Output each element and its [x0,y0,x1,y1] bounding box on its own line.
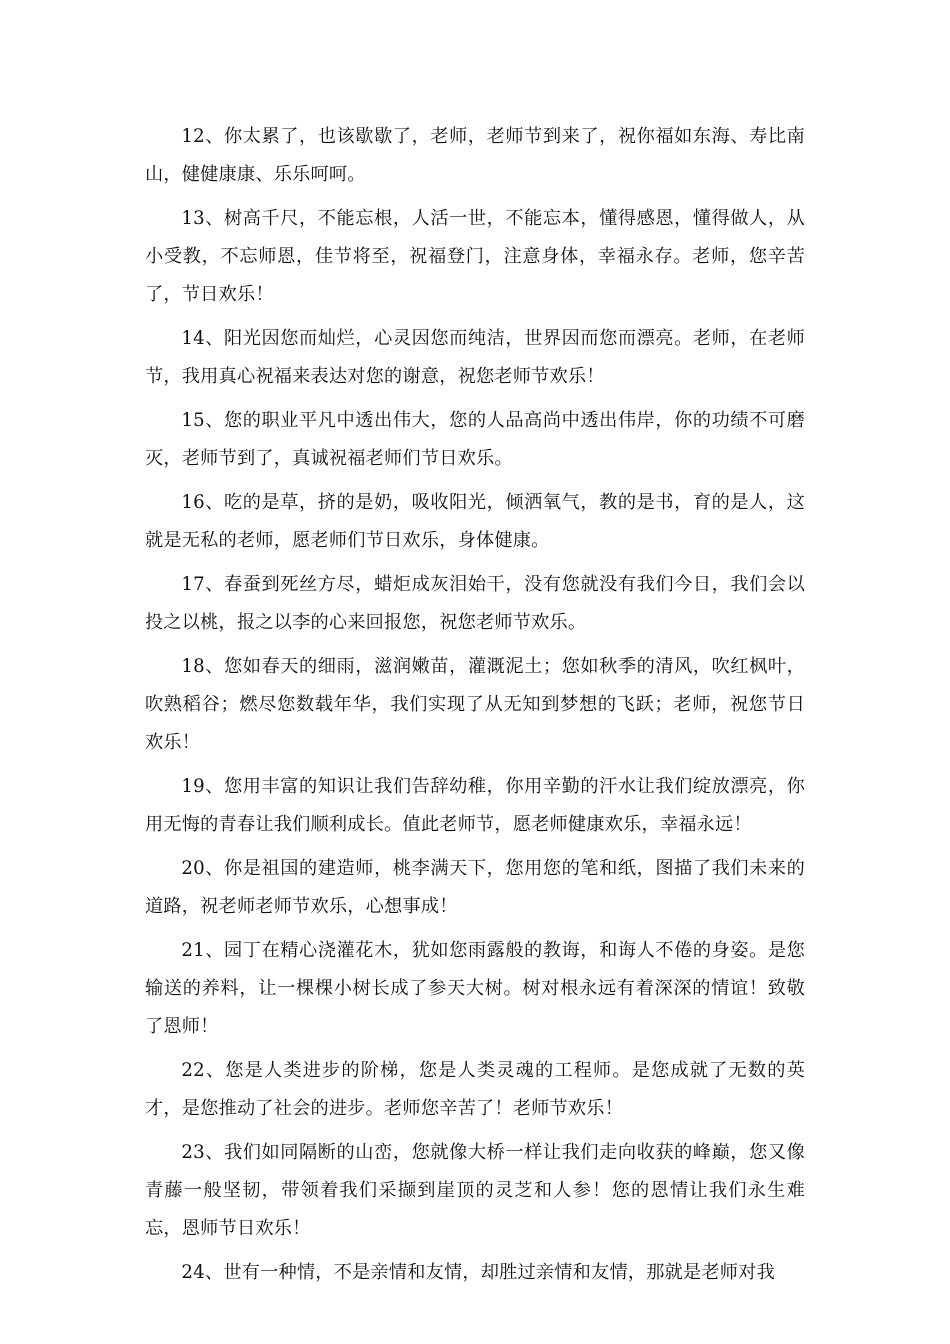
paragraph-13: 13、树高千尺，不能忘根，人活一世，不能忘本，懂得感恩，懂得做人，从小受教，不忘师恩，佳节将至，祝福登门，注意身体，幸福永存。老师，您辛苦了，节日欢乐！ [145,208,805,305]
paragraph-20: 20、你是祖国的建造师，桃李满天下，您用您的笔和纸，图描了我们未来的道路，祝老师老师节欢乐，心想事成！ [145,858,805,917]
paragraph-21: 21、园丁在精心浇灌花木，犹如您雨露般的教诲，和诲人不倦的身姿。是您输送的养料，让一棵棵小树长成了参天大树。树对根永远有着深深的情谊！致敬了恩师！ [145,940,805,1037]
paragraph-23: 23、我们如同隔断的山峦，您就像大桥一样让我们走向收获的峰巅，您又像青藤一般坚韧，带领着我们采撷到崖顶的灵芝和人参！您的恩情让我们永生难忘，恩师节日欢乐！ [145,1142,805,1239]
paragraph-12: 12、你太累了，也该歇歇了，老师，老师节到来了，祝你福如东海、寿比南山，健健康康、乐乐呵呵。 [145,126,805,185]
paragraph-24: 24、世有一种情，不是亲情和友情，却胜过亲情和友情，那就是老师对我 [181,1262,775,1283]
paragraph-14: 14、阳光因您而灿烂，心灵因您而纯洁，世界因而您而漂亮。老师，在老师节，我用真心祝福来表达对您的谢意，祝您老师节欢乐！ [145,328,805,387]
paragraph-15: 15、您的职业平凡中透出伟大，您的人品高尚中透出伟岸，你的功绩不可磨灭，老师节到了，真诚祝福老师们节日欢乐。 [145,410,805,469]
paragraph-19: 19、您用丰富的知识让我们告辞幼稚，你用辛勤的汗水让我们绽放漂亮，你用无悔的青春让我们顺利成长。值此老师节，愿老师健康欢乐，幸福永远！ [145,776,805,835]
paragraph-18: 18、您如春天的细雨，滋润嫩苗，灌溉泥土；您如秋季的清风，吹红枫叶，吹熟稻谷；燃尽您数载年华，我们实现了从无知到梦想的飞跃；老师，祝您节日欢乐！ [145,656,805,753]
document-body [145,118,805,1298]
paragraph-16: 16、吃的是草，挤的是奶，吸收阳光，倾洒氧气，教的是书，育的是人，这就是无私的老师，愿老师们节日欢乐，身体健康。 [145,492,805,551]
paragraph-17: 17、春蚕到死丝方尽，蜡炬成灰泪始干，没有您就没有我们今日，我们会以投之以桃，报之以李的心来回报您，祝您老师节欢乐。 [145,574,805,633]
paragraph-22: 22、您是人类进步的阶梯，您是人类灵魂的工程师。是您成就了无数的英才，是您推动了社会的进步。老师您辛苦了！老师节欢乐！ [145,1060,805,1119]
